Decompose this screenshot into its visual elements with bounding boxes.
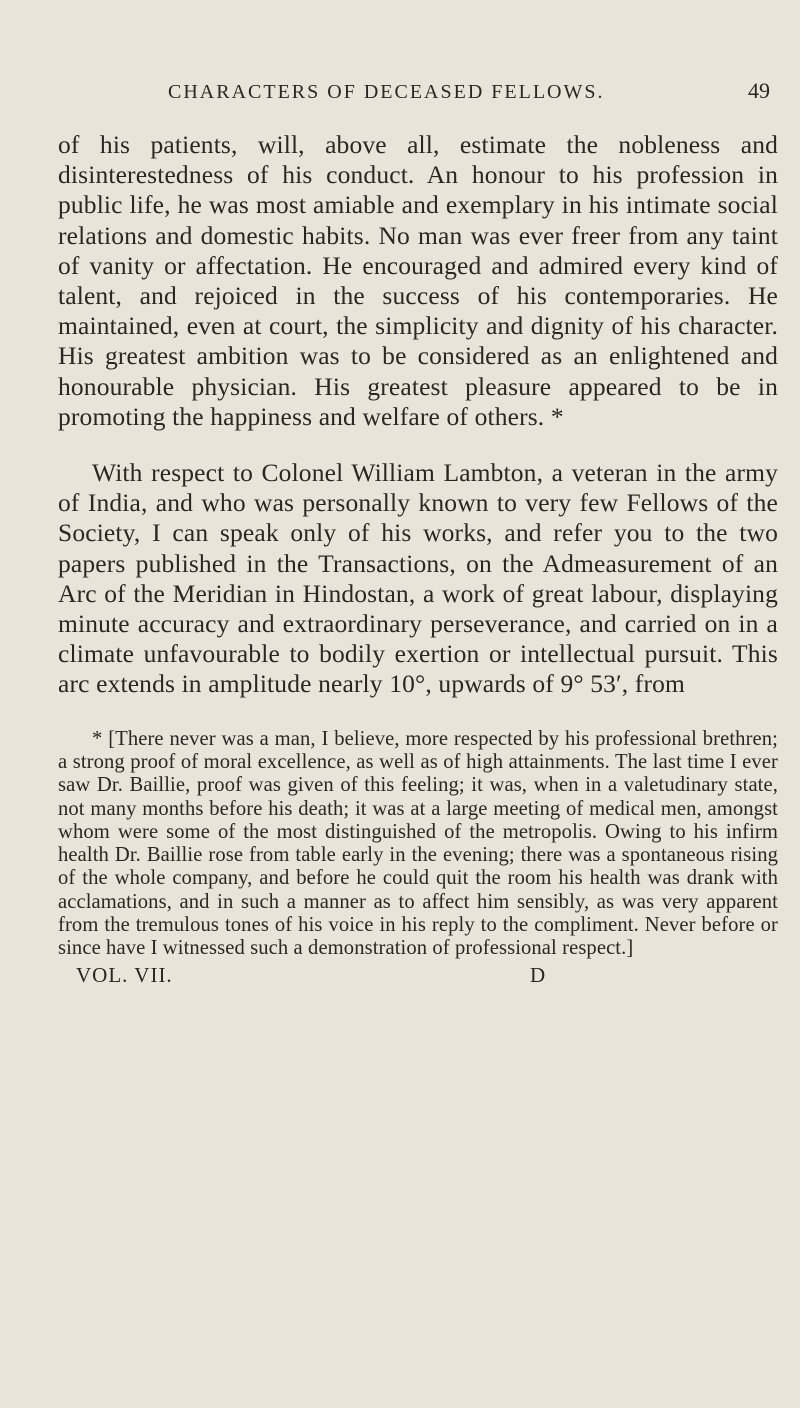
page-footer <box>58 963 778 988</box>
page-number: 49 <box>748 78 770 103</box>
paragraph-baillie-character: of his patients, will, above all, estimate the nobleness and disinterestedness of his conduct. An honour to his profession in public life, he was most amiable and exemplary in his intimate social relations and domestic habits. No man was ever freer from any taint of vanity or affectation. He encouraged and admired every kind of talent, and rejoiced in the success of his contemporaries. He maintained, even at court, the simplicity and dignity of his character. His greatest ambition was to be considered as an enlightened and honourable physician. His greatest pleasure appeared to be in promoting the happiness and welfare of others. * <box>58 130 778 431</box>
footnote: * [There never was a man, I believe, more respected by his professional brethren; a strong proof of moral excellence, as well as of high attainments. The last time I ever saw Dr. Baillie, proof was given of this feeling; it was, when in a valetudinary state, not many months before his death; it was at a large meeting of medical men, amongst whom were some of the most distinguished of the metropolis. Owing to his infirm health Dr. Baillie rose from table early in the evening; there was a spontaneous rising of the whole company, and before he could quit the room his health was drank with acclamations, and in such a manner as to affect him sensibly, as was very apparent from the tremulous tones of his voice in his reply to the compliment. Never before or since have I witnessed such a demonstration of professional respect.] <box>58 727 778 960</box>
running-head <box>168 78 770 104</box>
main-text <box>58 130 778 700</box>
running-title: CHARACTERS OF DECEASED FELLOWS. <box>168 81 605 103</box>
volume-signature: VOL. VII. <box>76 962 173 987</box>
sheet-mark: D <box>530 962 547 987</box>
paragraph-lambton: With respect to Colonel William Lambton, a veteran in the army of India, and who was personally known to very few Fellows of the Society, I can speak only of his works, and refer you to the two papers published in the Transactions, on the Admeasurement of an Arc of the Meridian in Hindostan, a work of great labour, displaying minute accuracy and extraordinary perseverance, and carried on in a climate unfavourable to bodily exertion or intellectual pursuit. This arc extends in amplitude nearly 10°, upwards of 9° 53′, from <box>58 458 778 699</box>
